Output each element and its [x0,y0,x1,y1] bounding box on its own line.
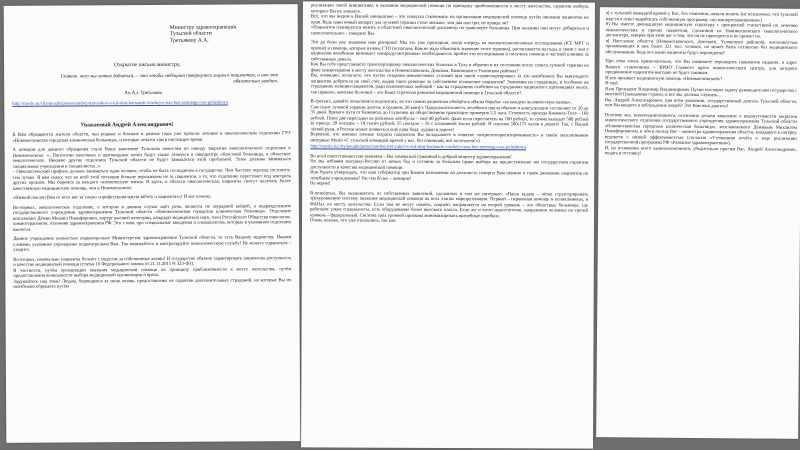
paragraph: Очень похоже, что уже отказались, так как: [310,218,397,224]
paragraph: Во всей ответственностью заявляем – Вы хамоватый гуманный и добрый министр здравоохранения! [310,153,512,160]
paragraph: Или будете утверждать, что наш губернатор при Вашем назначении на должность говорил Вам именно о таком движении пациентов по лечебным учреждениям? Уж тем более – женщин? [310,170,589,182]
letter-page-1 [4,4,301,443]
paragraph: Данное учреждение полностью подконтрольно Министерству здравоохранения Тульской области, то есть Вашему ведомству. Иными словами, указанное учреждение подконтрольно Вам. Так занимайтесь и контролируйте онкологическую службу! Не можете справиться – уходите. [13,235,292,253]
paragraph: К Вам обращаются жители области, чьи родные и близкие в разные годы уже прошли лечение в онкологическом отделении ГУЗ «Новомосковская городская клиническая больница», и которые лечатся там в настоящее время. [12,131,291,144]
paragraph: Наш Президент Владимир Владимирович Путин поставил задачу руководителям государства с миссией Гражданина страны, и все мы должны служить... [605,86,798,99]
paragraph: Во-вторых, изначально пациенты болеют с недугом за собственные жизни! И государство обязано гарантировать пациентам доступность и качество медицинской помощи (статья 10 Федерального закона от 21.11.2011 N 323-ФЗ). [13,255,292,268]
greeting: Уважаемый Андрей Александрович! [80,121,174,129]
paragraph: Но мы избавим матушку-Россию от новых бед и оставим за больным право выбора на предоставление им государством гарантии доступности и качества медицинской помощи. [310,159,589,171]
paragraph: Задумайтесь над этим! Людям, борющимся за свою жизнь, предоставлены не гарантии дополнительных страданий, на которые Вы их неизбежно обрекаете путём [13,277,292,290]
epigraph-quote: Главное, чего мы хотим добиться, – это чтобы медицина повернулась лицом к пациентам, и оно это обязательно увидит. [60,73,279,85]
paragraph: Поэтому мы, нижеподписавшиеся, осознанно делаем заявление о недопустимости закрытия онкологического отделения государственного учреждения здравоохранения Тульской области «Новомосковская городская клиническая больница», возглавляемого Дёминым Михаилом Никифоровичем, в чём в пользу Вас – министра здравоохранения области, входящего в пятёрку ведомств с низкой эффективностью (согласно «Уточнению отчёта о ходе реализации государственной программы РФ «Развитие здравоохранения»). [604,112,797,147]
addressee-line: Министру здравоохранения [169,24,237,31]
paragraph: Вы, Андрей Александрович, при всём уважении, государственный деятель Тульской области, чем Вы вводите в заблуждение людей? Это Вам наш диагноз! [604,97,798,110]
letter-body [310,3,589,225]
letter-page-2 [301,1,595,448]
paragraph: И кто признает медицинскую помощь «Новомосковской»? [605,75,723,82]
paragraph: а) с тульской командой врачей у Вас, без сомнения, начали менять (не исключено, что тульской власти в ответ выработать собственную программу «по импортозамещению») [605,11,798,24]
letter-page-3 [596,7,800,439]
paragraph: Вероятно, что именно личные затраты пациентов Вы вкладываете в понятие «пациентоориентированность» в своём эксклюзивном интервью Myslo «С тульской командой врачей у нас, без сомнений, всё получится!») [310,132,589,144]
paragraph: Во-первых, онкологическое отделение, о котором в данном случае идёт речь, является не заурядной койкой, а подразделением государственного учреждения здравоохранения Тульской области «Новомосковская городская клиническая больница». Отделение возглавляет Дёмин Михаил Никифорович, хирург высшей категории, кандидат медицинских наук, член Российского Общества онкологов-химиотерапевтов, отличник здравоохранения РФ. Это с ним, про специальные заведения и специалистов, которые в указанном отделении имеются. [12,203,292,233]
paragraph: И ещё. [605,81,619,87]
paragraph: «Пациентов планируется возить в областной онкологический диспансер на транспорте больницы. При желании они могут добираться и самостоятельно» - говорите Вы. [310,25,589,37]
paragraph: б) Вы имеете двенадцатую медицинскую структуру с прекрасной статистикой по лечению онкологических и прочих пациентов, сделанной из Новомосковского онкологического диспансера, заверяя при этом нас о том, что он не пригодится и не примут их. [605,22,798,40]
addressee-block [170,24,236,44]
addressee-line: Третьякову А.А. [169,37,209,44]
paragraph: А поводом для данного обращения стало Ваше заявление Тульским новостям по поводу закрытия онкологического отделения в Новомосковске: «...Патологии молочных и щитовидных желез будут также лечиться в онкоцентре областной больницы, а областное онкологическое. Никакие другие отделения Тульской области не будут замыкаться этой проблемой. Этим должны заниматься специальные учреждения и специалисты...» [12,146,291,170]
paragraph: В-третьих, давайте попытаемся подсчитать, во что самим пациентам обойдётся «Ваша борьба» «за каждую человеческую жизнь». [310,99,572,106]
letter-body [605,11,798,158]
paragraph: И, на основании всего вышеизложенного, убедительно просим Вас, Андрей Александрович, подать в отставку! [604,145,797,157]
paragraph: Вы, очевидно, полагаете, что путём создания невыносимых условий при такой «транспортировке» (а это неизбежно) Вы вынуждаете пациентов добраться на свой счёт, выдав такое решение за собственное положение пациентов? Экономия на страданиях, и особенно на страданиях женщин-пациентов, ради полномочных амбиций – как на страданиях особенно на страданиях пациентов с щитовидных желез, так правило, женские болезни) – это Ваша стратегия развития медицинской помощи в Тульской области? [310,73,589,96]
paragraph: в) Население области (Новомосковского, Донского, Узловского районов), численностью проживающих в них более 321 тыс. человек, не может быть оставлено без медицинского обслуживания. Ведь все наши пациенты будут переведены? [605,38,798,56]
paragraph: При этом очень примечательно, что Вы начинаете переводить пациентов недавно, в адрес Вашего ставленника – ВРИО Главного врача онкологического центра, для которого продвижение пациентов выгодно не будет таковым. [605,59,798,77]
letter-body [12,131,291,290]
paragraph: В частности, путём организации оказания медицинской помощи по принципу приближённости к месту жительства, путём предоставления возможности выбора медицинской организации и врача. [13,266,292,279]
letter-heading: Открытое письмо министру. [114,61,181,69]
addressee-line: Тульской области [169,31,212,38]
source-link[interactable]: http://myslo.ru/city/people/person/andrej-tret-yakov-o-tul-skoj-komande-vrachej-o-nas-bez-nemnogo-vse-polushinya [12,99,228,106]
paragraph: Не верим! [310,181,331,187]
paragraph: В-четвёртых, Вы оказываетесь от собственных заявлений, сделанных в том же интервью: «Наша задача – чётко структурировать трёхуровневую систему оказания медицинской помощи на всех этапах маршрутизации. Первый – первичная помощь в поликлиниках, в ФАПах по месту жительства. Если там не могут помочь, пациент направляется на второй уровень – это областные больницы, где работают узкие специалисты, есть оборудование более высокого класса. Если же и этого недостаточно, направляем человека на третий уровень – федеральный. Система трёх уровней призвана минимизировать врачебные ошибки». [310,190,589,219]
paragraph: Сам сеанс лучевой терапии длится, в среднем, 20 минут. Продолжительность лечебного цикла обычно и консультации составляет от 20 до 35 дней. Время в пути от Кимовска до Глушенко на общественном транспорте примерно 2,5 часа. Стоимость проезда Кимовск-Тула – 160 рублей. Плюс две пересадки на рейсовых автобусах – ещё 40 рублей. Даже если пересчитать на 100 рублей, то сумма выходит 500 рублей за проезд. 20 поездок – 10 тысяч рублей, 35 поездок – 16 с половиной тысяч рублей. И плюсом 100-175 часов в дороге! Так, с Вашей лёгкой руки, в России может появиться ещё одна беда: дураки в дороге! [310,104,589,133]
paragraph: «Низкий поклон Вам от всех нас за такую «профессиональную заботу о пациентах»! И вот почему. [12,194,212,201]
interview-link[interactable]: http://myslo.ru/city/people/person/andrej-tret-yakov-o-tul-skoj-komande-vrachej-o-nas-bez-nemnogo-vse-polushinya [310,143,527,150]
paragraph: реализации своей инициативы, в оказании медицинской помощи по принципу приближённости к месту жительства, гарантии выбора, которого Вы их лишаете. [310,3,589,15]
epigraph-author: Ан.Ал. Третьяков [124,90,162,97]
paragraph: Это до боли уже знакомая нам риторика! Мы это уже проходили, когда очередь на высокотехнологичные исследования (КТ, МРТ и прочие) и помощь, которые нужны СТО (полагаем, Вам не надо объяснять значение этого термина), растягивается на годы, в связи с чем у пациентов неизбежно возникает «непредусмотренная» необходимость пройти эти исследования и получить помощь в частной клинике за собственные деньги. [310,40,589,63]
paragraph: Всё, что мы видим в Вашей инициативе – это попытка сэкономить на организации медицинской помощи путём лишения пациентов их прав. Ведь один новый аппарат для лучевой терапии стоит меньше, чем два или три, не правда ли? [310,14,589,26]
paragraph: – Онкологический профиль должен заниматься один человек, чтобы не быть господином в государстве. Чем быстрее переход состоится, тем лучше. Я вам скажу, что во всей этой ситуации больше переживаем не за пациентов, а то, что отделение перестанет под контроль других органов. Мы боремся за каждого человеческую жизнь. Я здесь, в области онкологическая, пациенты смогут получать более качественную медицинскую помощь, чем в Новомосковске. [12,168,291,192]
paragraph: Как Вы себе представляете транспортировку онкологических больных в Тулу и обратно в их состоянии после сеанса лучевой терапии на фоне химиотерапии к месту жительства в Новомосковском, Донском, Кимовском и Узловском районах? [310,62,589,74]
